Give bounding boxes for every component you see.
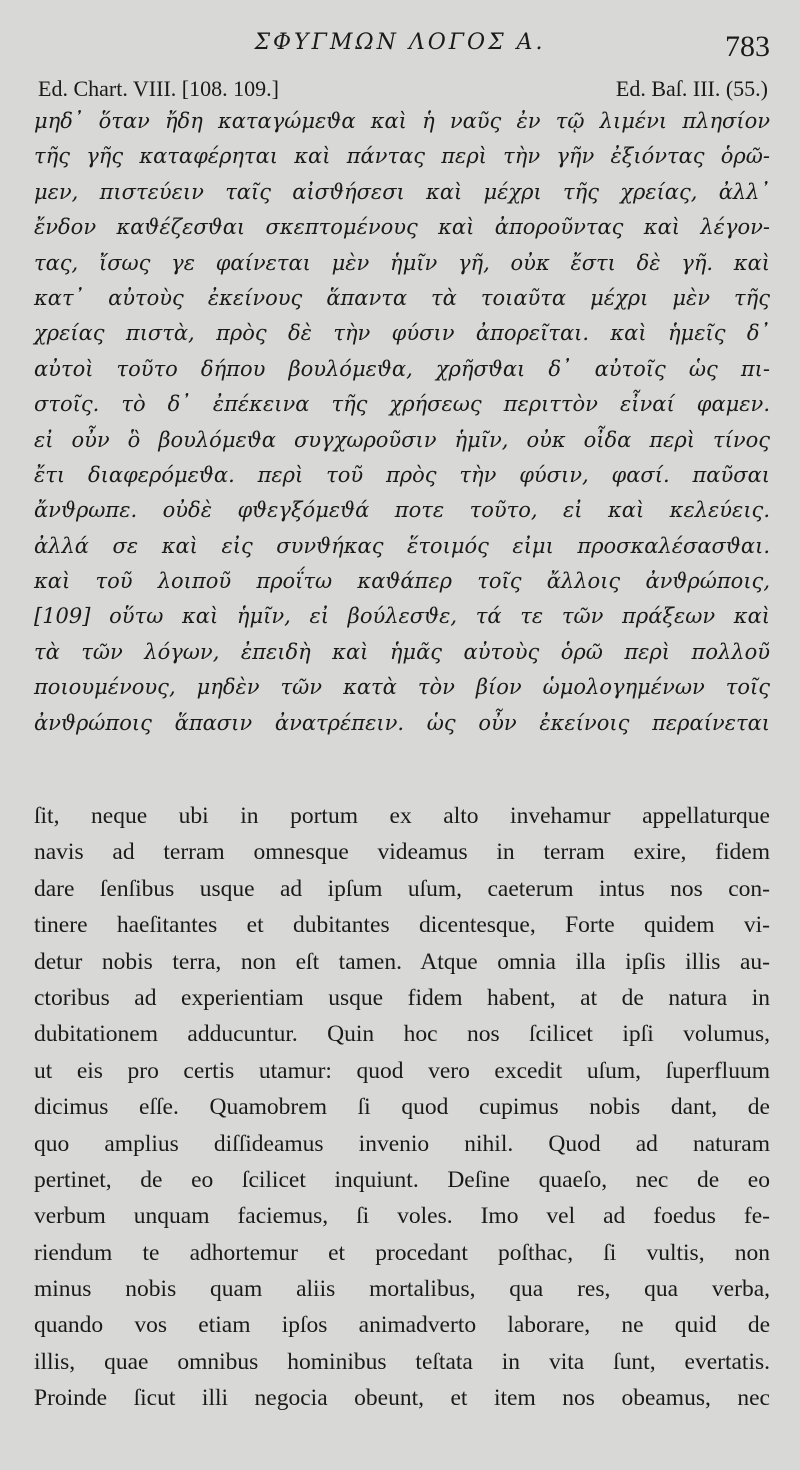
latin-line: dare ſenſibus usque ad ipſum uſum, caeterum intus nos con- [34, 875, 770, 902]
greek-line: τῆς γῆς καταφέρηται καὶ πάντας περὶ τὴν γῆν ἐξιόντας ὁρῶ- [34, 144, 770, 169]
greek-line: ἀλλά σε καὶ εἰς συνϑήκας ἕτοιμός εἰμι προσκαλέσασϑαι. [34, 533, 770, 558]
edition-reference-basel: Ed. Baſ. III. (55.) [615, 76, 768, 101]
running-title: ΣΦΥΓΜΩΝ ΛΟΓΟΣ Α. [254, 30, 546, 55]
latin-line: Proinde ſicut illi negocia obeunt, et item nos obeamus, nec [34, 1385, 770, 1412]
greek-line: κατ᾽ αὐτοὺς ἐκείνους ἅπαντα τὰ τοιαῦτα μέχρι μὲν τῆς [34, 285, 770, 310]
greek-line: στοῖς. τὸ δ᾽ ἐπέκεινα τῆς χρήσεως περιττὸν εἶναί φαμεν. [34, 392, 770, 417]
latin-line: navis ad terram omnesque videamus in terram exire, fidem [34, 839, 770, 866]
greek-line: ἄνϑρωπε. οὐδὲ φϑεγξόμεϑά ποτε τοῦτο, εἰ καὶ κελεύεις. [34, 498, 770, 523]
greek-line: ἀνϑρώποις ἅπασιν ἀνατρέπειν. ὡς οὖν ἐκείνοις περαίνεται [34, 710, 770, 735]
latin-line: riendum te adhortemur et procedant poſthac, ſi vultis, non [34, 1239, 770, 1266]
latin-line: minus nobis quam aliis mortalibus, qua res, qua verba, [34, 1276, 770, 1303]
latin-line: quo amplius diſſideamus invenio nihil. Quod ad naturam [34, 1130, 770, 1157]
latin-line: verbum unquam faciemus, ſi voles. Imo vel ad foedus fe- [34, 1203, 770, 1230]
greek-line: ἔνδον καϑέζεσϑαι σκεπτομένους καὶ ἀποροῦντας καὶ λέγον- [34, 215, 770, 240]
latin-line: ctoribus ad experientiam usque fidem habent, at de natura in [34, 984, 770, 1011]
greek-line: μηδ᾽ ὅταν ἤδη καταγώμεϑα καὶ ἡ ναῦς ἐν τῷ λιμένι πλησίον [34, 109, 770, 133]
greek-line: τας, ἴσως γε φαίνεται μὲν ἡμῖν γῆ, οὐκ ἔστι δὲ γῆ. καὶ [34, 250, 770, 275]
greek-line: [109] οὕτω καὶ ἡμῖν, εἰ βούλεσϑε, τά τε τῶν πράξεων καὶ [34, 604, 770, 629]
greek-line: καὶ τοῦ λοιποῦ προΐτω καϑάπερ τοῖς ἄλλοις ἀνϑρώποις, [34, 569, 770, 594]
greek-line: τὰ τῶν λόγων, ἐπειδὴ καὶ ἡμᾶς αὐτοὺς ὁρῶ περὶ πολλοῦ [34, 639, 770, 664]
latin-line: detur nobis terra, non eſt tamen. Atque omnia illa ipſis illis au- [34, 948, 770, 975]
latin-line: ſit, neque ubi in portum ex alto invehamur appellaturque [34, 803, 770, 829]
greek-line: εἰ οὖν ὃ βουλόμεϑα συγχωροῦσιν ἡμῖν, οὐκ οἶδα περὶ τίνος [34, 427, 770, 452]
page-number: 783 [725, 30, 770, 63]
greek-line: μεν, πιστεύειν ταῖς αἰσϑήσεσι καὶ μέχρι τῆς χρείας, ἀλλ᾽ [34, 179, 770, 204]
latin-line: dubitationem adducuntur. Quin hoc nos ſcilicet ipſi volumus, [34, 1021, 770, 1048]
latin-line: ut eis pro certis utamur: quod vero excedit uſum, ſuperfluum [34, 1057, 770, 1084]
latin-text-block [34, 798, 770, 1417]
edition-reference-chart: Ed. Chart. VIII. [108. 109.] [38, 76, 279, 101]
greek-line: ποιουμένους, μηδὲν τῶν κατὰ τὸν βίον ὡμολογημένων τοῖς [34, 675, 770, 700]
latin-line: pertinet, de eo ſcilicet inquiunt. Deſine quaeſo, nec de eo [34, 1166, 770, 1193]
latin-line: illis, quae omnibus hominibus teſtata in vita ſunt, evertatis. [34, 1348, 770, 1375]
latin-line: tinere haeſitantes et dubitantes dicentesque, Forte quidem vi- [34, 912, 770, 939]
latin-line: quando vos etiam ipſos animadverto laborare, ne quid de [34, 1312, 770, 1339]
latin-line: dicimus eſſe. Quamobrem ſi quod cupimus nobis dant, de [34, 1094, 770, 1121]
greek-line: χρείας πιστὰ, πρὸς δὲ τὴν φύσιν ἀπορεῖται. καὶ ἡμεῖς δ᾽ [34, 321, 770, 346]
greek-text-block [34, 104, 770, 741]
greek-line: αὐτοὶ τοῦτο δήπου βουλόμεϑα, χρῆσϑαι δ᾽ αὐτοῖς ὡς πι- [34, 356, 770, 381]
greek-line: ἔτι διαφερόμεϑα. περὶ τοῦ πρὸς τὴν φύσιν, φασί. παῦσαι [34, 462, 770, 487]
